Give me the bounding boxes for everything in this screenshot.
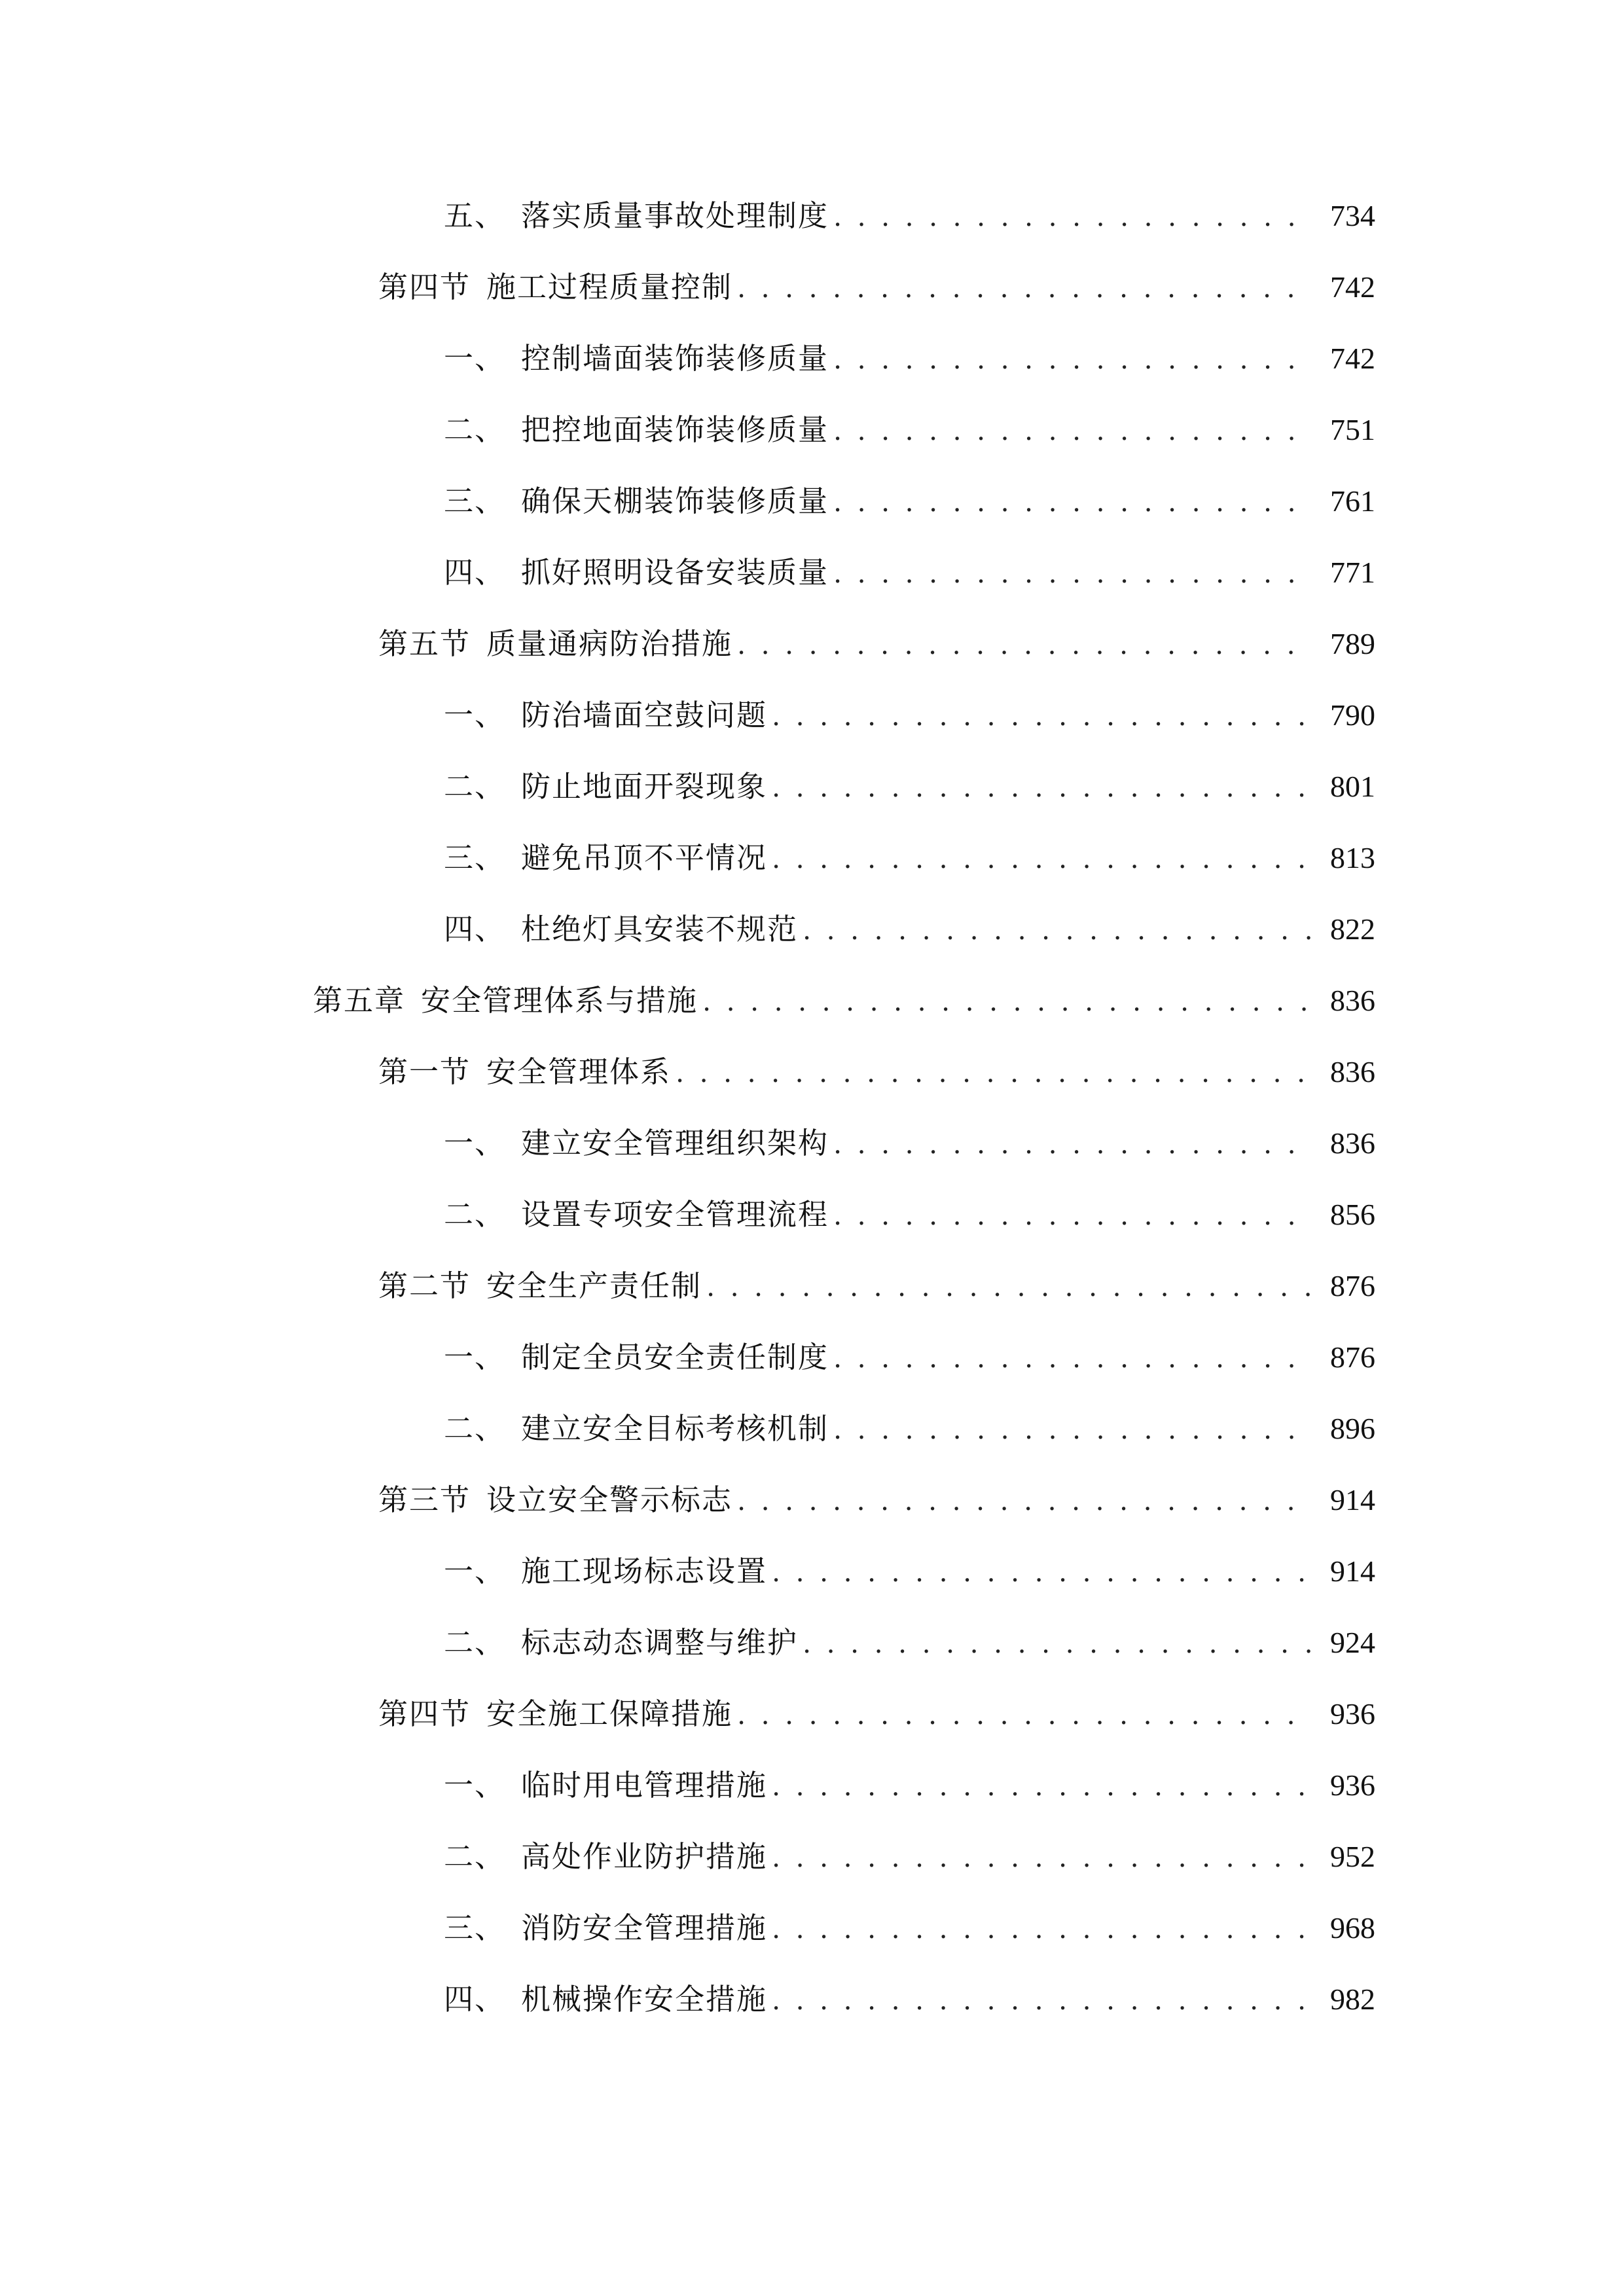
toc-entry-page: 790 bbox=[1312, 689, 1375, 742]
toc-entry-title: 把控地面装饰装修质量 bbox=[521, 412, 829, 447]
toc-entry-title: 落实质量事故处理制度 bbox=[521, 198, 829, 233]
toc-entry-title: 设置专项安全管理流程 bbox=[521, 1197, 829, 1232]
toc-entry[interactable] bbox=[0, 1046, 1624, 1098]
dot-leader bbox=[834, 332, 1371, 385]
toc-entry-page: 836 bbox=[1312, 975, 1375, 1027]
toc-entry[interactable] bbox=[0, 1831, 1624, 1883]
dot-leader bbox=[772, 1902, 1371, 1954]
toc-entry-page: 836 bbox=[1312, 1117, 1375, 1170]
toc-entry-page: 813 bbox=[1312, 832, 1375, 884]
toc-entry-title: 消防安全管理措施 bbox=[521, 1910, 768, 1945]
dot-leader bbox=[772, 1973, 1371, 2026]
toc-entry[interactable] bbox=[0, 1688, 1624, 1740]
toc-entry[interactable] bbox=[0, 1189, 1624, 1241]
toc-entry[interactable] bbox=[0, 975, 1624, 1027]
toc-entry[interactable] bbox=[0, 261, 1624, 314]
dot-leader bbox=[834, 1117, 1371, 1170]
toc-entry-number: 二、 bbox=[444, 1197, 506, 1232]
toc-entry-title: 建立安全管理组织架构 bbox=[521, 1126, 829, 1160]
toc-entry-number: 四、 bbox=[444, 912, 506, 946]
toc-entry-title: 标志动态调整与维护 bbox=[521, 1625, 799, 1660]
toc-entry[interactable] bbox=[0, 903, 1624, 956]
dot-leader bbox=[834, 1189, 1371, 1241]
toc-entry-number: 一、 bbox=[444, 1768, 506, 1803]
toc-entry-page: 742 bbox=[1312, 261, 1375, 314]
toc-entry-number: 三、 bbox=[444, 484, 506, 518]
toc-entry-number: 二、 bbox=[444, 1411, 506, 1446]
toc-entry-title: 制定全员安全责任制度 bbox=[521, 1340, 829, 1374]
toc-entry-page: 968 bbox=[1312, 1902, 1375, 1954]
toc-entry-page: 936 bbox=[1312, 1759, 1375, 1812]
toc-entry[interactable] bbox=[0, 1545, 1624, 1598]
dot-leader bbox=[834, 475, 1371, 528]
toc-entry-page: 936 bbox=[1312, 1688, 1375, 1740]
toc-entry[interactable] bbox=[0, 190, 1624, 242]
toc-entry-page: 982 bbox=[1312, 1973, 1375, 2026]
dot-leader bbox=[772, 1831, 1371, 1883]
toc-entry[interactable] bbox=[0, 547, 1624, 599]
toc-entry-title: 临时用电管理措施 bbox=[521, 1768, 768, 1803]
toc-entry-page: 822 bbox=[1312, 903, 1375, 956]
toc-entry-page: 876 bbox=[1312, 1260, 1375, 1312]
dot-leader bbox=[834, 1403, 1371, 1455]
toc-entry-page: 952 bbox=[1312, 1831, 1375, 1883]
dot-leader bbox=[803, 903, 1371, 956]
dot-leader bbox=[703, 975, 1371, 1027]
toc-entry-number: 三、 bbox=[444, 1910, 506, 1945]
toc-entry-title: 安全管理体系 bbox=[486, 1054, 672, 1089]
dot-leader bbox=[803, 1617, 1371, 1669]
toc-entry[interactable] bbox=[0, 832, 1624, 884]
dot-leader bbox=[738, 618, 1371, 670]
toc-entry[interactable] bbox=[0, 475, 1624, 528]
dot-leader bbox=[772, 1545, 1371, 1598]
toc-entry-title: 防治墙面空鼓问题 bbox=[521, 698, 768, 732]
toc-entry-title: 安全管理体系与措施 bbox=[421, 983, 698, 1018]
toc-entry[interactable] bbox=[0, 1260, 1624, 1312]
toc-entry-page: 761 bbox=[1312, 475, 1375, 528]
toc-entry-number: 第一节 bbox=[378, 1054, 471, 1089]
toc-entry-page: 856 bbox=[1312, 1189, 1375, 1241]
dot-leader bbox=[676, 1046, 1371, 1098]
toc-entry-title: 安全生产责任制 bbox=[486, 1268, 702, 1303]
toc-entry[interactable] bbox=[0, 1617, 1624, 1669]
dot-leader bbox=[772, 689, 1371, 742]
toc-entry-page: 751 bbox=[1312, 404, 1375, 456]
dot-leader bbox=[738, 1688, 1371, 1740]
toc-entry-title: 避免吊顶不平情况 bbox=[521, 840, 768, 875]
dot-leader bbox=[834, 547, 1371, 599]
dot-leader bbox=[772, 761, 1371, 813]
toc-entry[interactable] bbox=[0, 689, 1624, 742]
dot-leader bbox=[834, 190, 1371, 242]
toc-entry-number: 一、 bbox=[444, 1340, 506, 1374]
dot-leader bbox=[772, 1759, 1371, 1812]
toc-entry-page: 801 bbox=[1312, 761, 1375, 813]
toc-entry-number: 第五节 bbox=[378, 626, 471, 661]
toc-entry-number: 三、 bbox=[444, 840, 506, 875]
toc-entry-title: 设立安全警示标志 bbox=[486, 1482, 733, 1517]
dot-leader bbox=[707, 1260, 1371, 1312]
toc-entry-title: 杜绝灯具安装不规范 bbox=[521, 912, 799, 946]
toc-entry-title: 控制墙面装饰装修质量 bbox=[521, 341, 829, 376]
toc-entry-title: 建立安全目标考核机制 bbox=[521, 1411, 829, 1446]
toc-entry[interactable] bbox=[0, 761, 1624, 813]
toc-entry-page: 914 bbox=[1312, 1474, 1375, 1526]
dot-leader bbox=[738, 261, 1371, 314]
toc-entry-title: 安全施工保障措施 bbox=[486, 1696, 733, 1731]
toc-entry-number: 二、 bbox=[444, 769, 506, 804]
toc-entry-page: 876 bbox=[1312, 1331, 1375, 1384]
toc-entry-page: 771 bbox=[1312, 547, 1375, 599]
toc-entry-page: 734 bbox=[1312, 190, 1375, 242]
toc-entry-page: 896 bbox=[1312, 1403, 1375, 1455]
toc-entry-number: 二、 bbox=[444, 1625, 506, 1660]
toc-entry-number: 第四节 bbox=[378, 1696, 471, 1731]
toc-entry-title: 施工过程质量控制 bbox=[486, 270, 733, 304]
toc-entry[interactable] bbox=[0, 618, 1624, 670]
toc-entry-title: 防止地面开裂现象 bbox=[521, 769, 768, 804]
toc-entry-title: 抓好照明设备安装质量 bbox=[521, 555, 829, 590]
toc-entry-number: 第二节 bbox=[378, 1268, 471, 1303]
toc-entry-title: 施工现场标志设置 bbox=[521, 1554, 768, 1588]
toc-entry-number: 第五章 bbox=[313, 983, 406, 1018]
toc-entry[interactable] bbox=[0, 1973, 1624, 2026]
toc-entry-number: 二、 bbox=[444, 412, 506, 447]
toc-entry-number: 一、 bbox=[444, 698, 506, 732]
toc-entry[interactable] bbox=[0, 404, 1624, 456]
toc-entry-number: 四、 bbox=[444, 555, 506, 590]
dot-leader bbox=[834, 404, 1371, 456]
toc-entry-title: 机械操作安全措施 bbox=[521, 1982, 768, 2017]
toc-entry-number: 一、 bbox=[444, 1126, 506, 1160]
toc-entry-page: 924 bbox=[1312, 1617, 1375, 1669]
toc-entry-page: 836 bbox=[1312, 1046, 1375, 1098]
toc-entry-number: 二、 bbox=[444, 1839, 506, 1874]
toc-entry[interactable] bbox=[0, 1331, 1624, 1384]
dot-leader bbox=[772, 832, 1371, 884]
toc-entry[interactable] bbox=[0, 1474, 1624, 1526]
toc-entry-page: 914 bbox=[1312, 1545, 1375, 1598]
toc-entry-number: 一、 bbox=[444, 341, 506, 376]
toc-entry-number: 五、 bbox=[444, 198, 506, 233]
dot-leader bbox=[834, 1331, 1371, 1384]
toc-entry[interactable] bbox=[0, 1403, 1624, 1455]
toc-entry-page: 742 bbox=[1312, 332, 1375, 385]
toc-entry[interactable] bbox=[0, 1902, 1624, 1954]
toc-entry-page: 789 bbox=[1312, 618, 1375, 670]
toc-entry[interactable] bbox=[0, 1117, 1624, 1170]
toc-entry-title: 高处作业防护措施 bbox=[521, 1839, 768, 1874]
toc-entry[interactable] bbox=[0, 332, 1624, 385]
toc-entry-number: 四、 bbox=[444, 1982, 506, 2017]
toc-entry-number: 第三节 bbox=[378, 1482, 471, 1517]
toc-entry-number: 第四节 bbox=[378, 270, 471, 304]
toc-entry-title: 确保天棚装饰装修质量 bbox=[521, 484, 829, 518]
toc-entry-title: 质量通病防治措施 bbox=[486, 626, 733, 661]
dot-leader bbox=[738, 1474, 1371, 1526]
toc-entry[interactable] bbox=[0, 1759, 1624, 1812]
toc-entry-number: 一、 bbox=[444, 1554, 506, 1588]
